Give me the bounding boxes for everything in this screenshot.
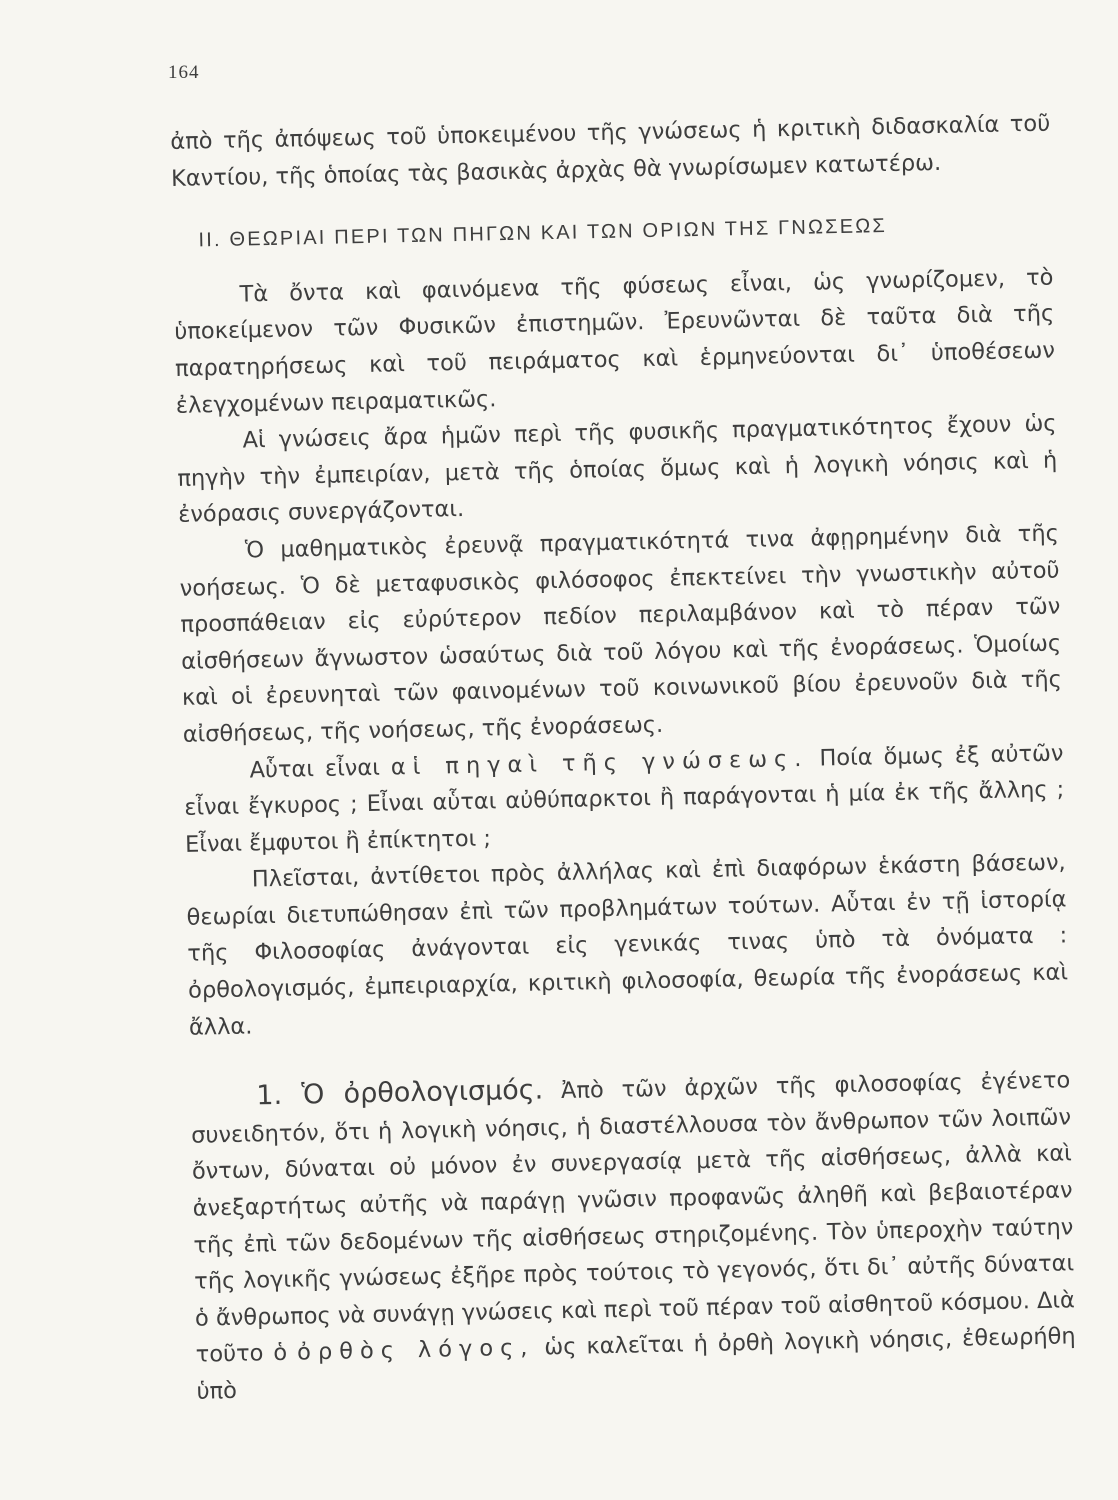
rationalism-title: 1. Ὁ ὀρθολογισμός. xyxy=(256,1074,544,1112)
intro-paragraph: ἀπὸ τῆς ἀπόψεως τοῦ ὑποκειμένου τῆς γνώσεως ἡ κριτικὴ διδασκαλία τοῦ Καντίου, τῆς ὁποίας τὰς βασικὰς ἀρχὰς θὰ γνωρίσωμεν κατωτέρω. xyxy=(170,110,1051,192)
section-heading: ΙΙ. ΘΕΩΡΙΑΙ ΠΕΡΙ ΤΩΝ ΠΗΓΩΝ ΚΑΙ ΤΩΝ ΟΡΙΩΝ ΤΗΣ ΓΝΩΣΕΩΣ xyxy=(198,215,888,252)
rationalism-text: Ἀπὸ τῶν ἀρχῶν τῆς φιλοσοφίας ἐγένετο συνειδητόν, ὅτι ἡ λογικὴ νόησις, ἡ διαστέλλουσα τὸν ἄνθρωπον τῶν λοιπῶν ὄντων, δύναται οὐ μόνον ἐν συνεργασίᾳ μετὰ τῆς αἰσθήσεως, ἀλλὰ καὶ ἀνεξαρτήτως αὐτῆς νὰ παράγῃ γνῶσιν προφανῶς ἀληθῆ καὶ βεβαιοτέραν τῆς ἐπὶ τῶν δεδομένων τῆς αἰσθήσεως στηριζομένης. Τὸν ὑπεροχὴν ταύτην τῆς λογικῆς γνώσεως ἐξῆρε πρὸς τούτοις τὸ γεγονός, ὅτι δι᾽ αὐτῆς δύναται ὁ ἄνθρωπος νὰ συνάγῃ γνώσεις καὶ περὶ τοῦ πέραν τοῦ αἰσθητοῦ κόσμου. Διὰ τοῦτο ὁ xyxy=(190,1067,1076,1369)
paragraph-rationalism xyxy=(190,1062,1077,1411)
paragraph-sources-questions xyxy=(183,735,1065,863)
rationalism-text-end: ὡς καλεῖται ἡ ὀρθὴ λογικὴ νόησις, ἐθεωρήθη ὑπὸ xyxy=(196,1323,1076,1405)
sources-emphasis: αἱ πηγαὶ τῆς γνώσεως. xyxy=(390,745,809,781)
paragraph-theories: Πλεῖσται, ἀντίθετοι πρὸς ἀλλήλας καὶ ἐπὶ διαφόρων ἑκάστη βάσεων, θεωρίαι διετυπώθησαν ἐπὶ τῶν προβλημάτων τούτων. Αὗται ἐν τῇ ἱστορίᾳ τῆς Φιλοσοφίας ἀνάγονται εἰς γενικάς τινας ὑπὸ τὰ ὀνόματα : ὀρθολογισμός, ἐμπειριαρχία, κριτικὴ φιλοσοφία, θεωρία τῆς ἐνοράσεως καὶ ἄλλα. xyxy=(186,849,1069,1041)
sources-questions: Ποία ὅμως ἐξ αὐτῶν εἶναι ἔγκυρος ; Εἶναι αὗται αὐθύπαρκτοι ἢ παράγονται ἡ μία ἐκ τῆς ἄλλης ; Εἶναι ἔμφυτοι ἢ ἐπίκτητοι ; xyxy=(184,739,1065,858)
paragraph-experience: Αἱ γνώσεις ἄρα ἡμῶν περὶ τῆς φυσικῆς πραγματικότητος ἔχουν ὡς πηγὴν τὴν ἐμπειρίαν, μετὰ τῆς ὁποίας ὅμως καὶ ἡ λογικὴ νόησις καὶ ἡ ἐνόρασις συνεργάζονται. xyxy=(177,410,1058,529)
text-block xyxy=(170,106,1077,1411)
page-number: 164 xyxy=(168,62,200,83)
paragraph-sources-of-knowledge: Τὰ ὄντα καὶ φαινόμενα τῆς φύσεως εἶναι, ὡς γνωρίζομεν, τὸ ὑποκείμενον τῶν Φυσικῶν ἐπιστημῶν. Ἐρευνῶνται δὲ ταῦτα διὰ τῆς παρατηρήσεως καὶ τοῦ πειράματος καὶ ἑρμηνεύονται δι᾽ ὑποθέσεων ἐλεγχομένων πειραματικῶς. xyxy=(174,264,1056,419)
sources-lead: Αὗται εἶναι xyxy=(249,754,381,783)
right-reason-emphasis: ὀρθὸς λόγος, xyxy=(296,1335,535,1367)
paragraph-mathematician: Ὁ μαθηματικὸς ἐρευνᾷ πραγματικότητά τινα ἀφῃρημένην διὰ τῆς νοήσεως. Ὁ δὲ μεταφυσικὸς φιλόσοφος ἐπεκτείνει τὴν γνωστικὴν αὐτοῦ προσπάθειαν εἰς εὐρύτερον πεδίον περιλαμβάνον καὶ τὸ πέραν τῶν αἰσθήσεων ἄγνωστον ὡσαύτως διὰ τοῦ λόγου καὶ τῆς ἐνοράσεως. Ὁμοίως καὶ οἱ ἐρευνηταὶ τῶν φαινομένων τοῦ κοινωνικοῦ βίου ἐρευνοῦν διὰ τῆς αἰσθήσεως, τῆς νοήσεως, τῆς ἐνοράσεως. xyxy=(179,520,1063,748)
